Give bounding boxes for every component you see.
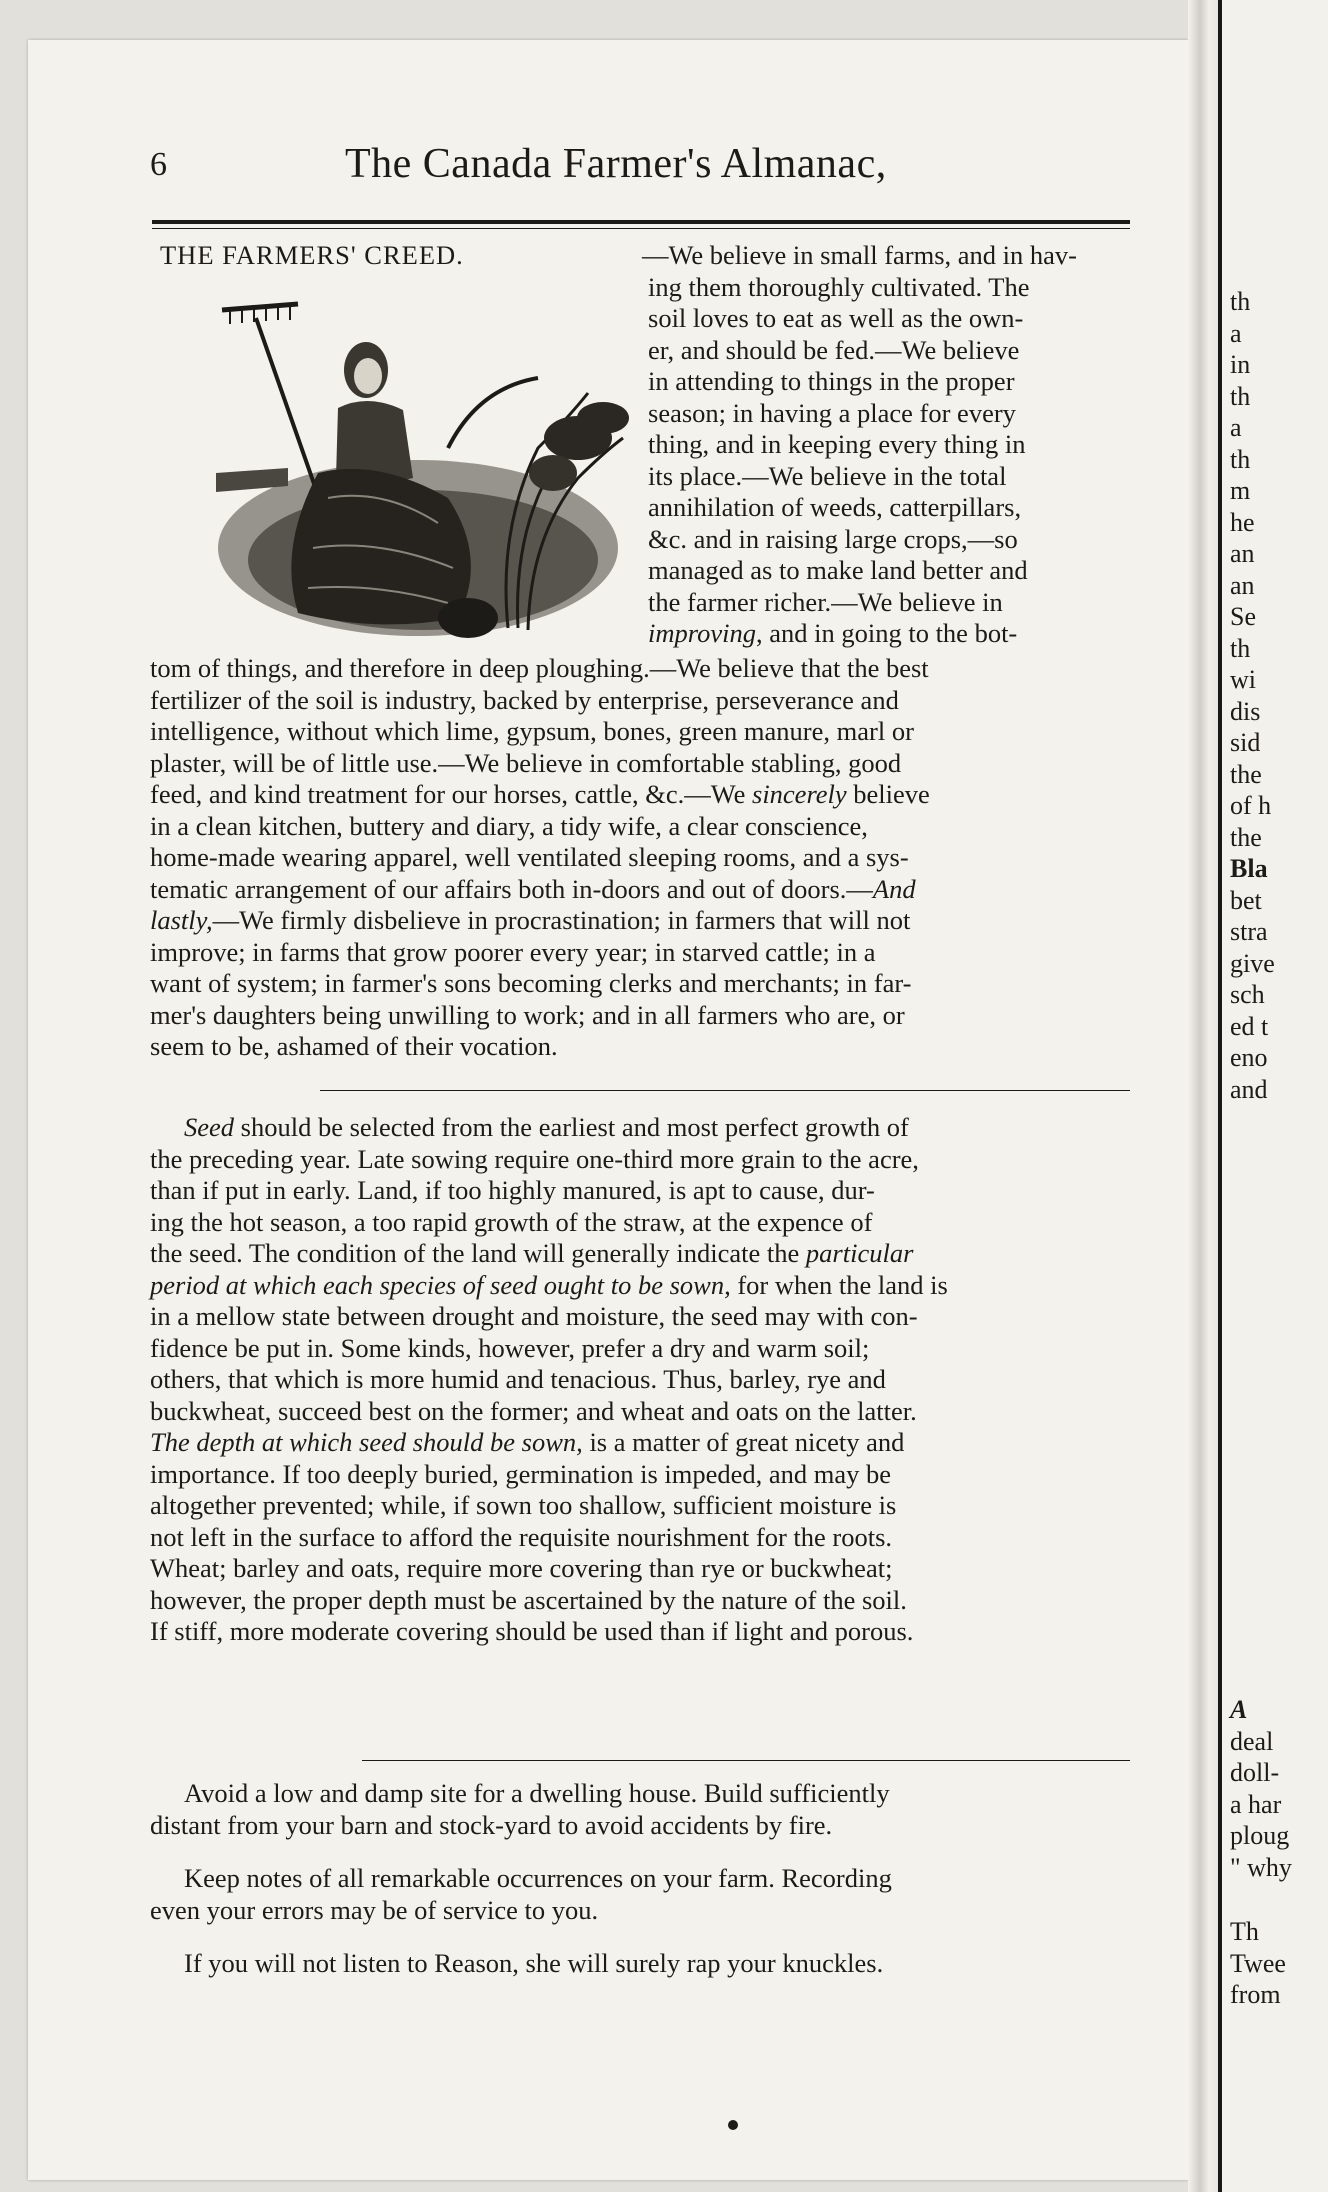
creed-line: seem to be, ashamed of their vocation. xyxy=(150,1031,558,1061)
seed-lead-word: Seed xyxy=(184,1112,235,1142)
creed-line: annihilation of weeds, catterpillars, xyxy=(648,492,1022,522)
creed-line: the farmer richer.—We believe in xyxy=(648,586,1003,617)
creed-line: want of system; in farmer's sons becoming clerks and merchants; in far- xyxy=(150,968,912,998)
creed-line: plaster, will be of little use.—We believe in comfortable stabling, good xyxy=(150,747,902,778)
facing-page-fragments: th a in th a th m he an an Se th wi dis sid the of h the Bla bet stra give sch ed t eno and xyxy=(1230,287,1275,1104)
creed-line: ing them thoroughly cultivated. The xyxy=(648,271,1030,302)
creed-line: soil loves to eat as well as the own- xyxy=(648,303,1024,333)
creed-line: in a clean kitchen, buttery and diary, a tidy wife, a clear conscience, xyxy=(150,810,868,841)
creed-line: improving, and in going to the bot- xyxy=(648,618,1018,648)
farm-woman-woodcut xyxy=(208,298,642,644)
creed-line: &c. and in raising large crops,—so xyxy=(648,523,1018,554)
creed-line: feed, and kind treatment for our horses, cattle, &c.—We sincerely believe xyxy=(150,779,930,809)
creed-line: tom of things, and therefore in deep ploughing.—We believe that the best xyxy=(150,653,929,683)
running-head xyxy=(150,140,1150,196)
creed-line: home-made wearing apparel, well ventilated sleeping rooms, and a sys- xyxy=(150,842,909,872)
creed-line: er, and should be fed.—We believe xyxy=(648,334,1020,365)
creed-line: —We believe in small farms, and in hav- xyxy=(642,240,1077,270)
header-rule xyxy=(152,220,1130,224)
header-rule-thin xyxy=(152,228,1130,229)
seed-paragraph: Seed should be selected from the earliest and most perfect growth of the preceding year. Late sowing require one-third more grain to the acre, than if put in early. Land, if too highly manured, is apt to cause, dur- ing the hot season, a too rapid growth of the straw, at the expence of the seed. The condition of the land will generally indicate the particular period at which each species of seed ought to be sown, for when the land is in a mellow state between drought and moisture, the seed may with con- fidence be put in. Some kinds, however, prefer a dry and warm soil; others, that which is more humid and tenacious. Thus, barley, rye and buckwheat, succeed best on the former; and wheat and oats on the latter. The depth at which seed should be sown, is a matter of great nicety and importance. If too deeply buried, germination is impeded, and may be altogether prevented; while, if sown too shallow, sufficient moisture is not left in the surface to afford the requisite nourishment for the roots. Wheat; barley and oats, require more covering than rye or buckwheat; however, the proper depth must be ascertained by the nature of the soil. If stiff, more moderate covering should be used than if light and porous. xyxy=(150,1112,948,1646)
creed-paragraph-wide xyxy=(150,653,1136,1063)
reason-note: If you will not listen to Reason, she will surely rap your knuckles. xyxy=(184,1948,884,1978)
creed-line: thing, and in keeping every thing in xyxy=(648,429,1026,459)
facing-page-bottom-fragments: Th Twee from xyxy=(1230,1917,1286,2009)
creed-line: tematic arrangement of our affairs both in-doors and out of doors.—And xyxy=(150,873,916,904)
creed-line: mer's daughters being unwilling to work; and in all farmers who are, or xyxy=(150,999,905,1030)
page-number: 6 xyxy=(150,146,167,183)
dwelling-note: Avoid a low and damp site for a dwelling house. Build sufficiently distant from your barn and stock-yard to avoid accidents by fire. xyxy=(150,1778,890,1840)
facing-page-lower-fragments: A deal doll- a har ploug " why xyxy=(1230,1695,1292,1882)
creed-paragraph-narrow xyxy=(642,240,1136,650)
farm-notes xyxy=(150,1778,1134,1980)
creed-title: THE FARMERS' CREED. xyxy=(160,240,464,270)
book-gutter xyxy=(1188,0,1218,2192)
creed-heading xyxy=(160,240,650,272)
section-divider xyxy=(320,1090,1130,1091)
creed-line: managed as to make land better and xyxy=(648,555,1028,585)
page-title: The Canada Farmer's Almanac, xyxy=(345,141,887,187)
ink-spot xyxy=(728,2120,738,2130)
creed-line: improve; in farms that grow poorer every year; in starved cattle; in a xyxy=(150,936,876,967)
creed-line: season; in having a place for every xyxy=(648,397,1016,428)
creed-line: fertilizer of the soil is industry, backed by enterprise, perseverance and xyxy=(150,684,899,715)
facing-page xyxy=(1222,0,1328,2192)
section-divider xyxy=(362,1760,1130,1761)
creed-line: its place.—We believe in the total xyxy=(648,460,1007,491)
creed-line: lastly,—We firmly disbelieve in procrastination; in farmers that will not xyxy=(150,905,911,935)
creed-line: in attending to things in the proper xyxy=(648,366,1015,396)
records-note: Keep notes of all remarkable occurrences on your farm. Recording even your errors may be of service to you. xyxy=(150,1863,892,1925)
creed-line: intelligence, without which lime, gypsum, bones, green manure, marl or xyxy=(150,716,914,746)
